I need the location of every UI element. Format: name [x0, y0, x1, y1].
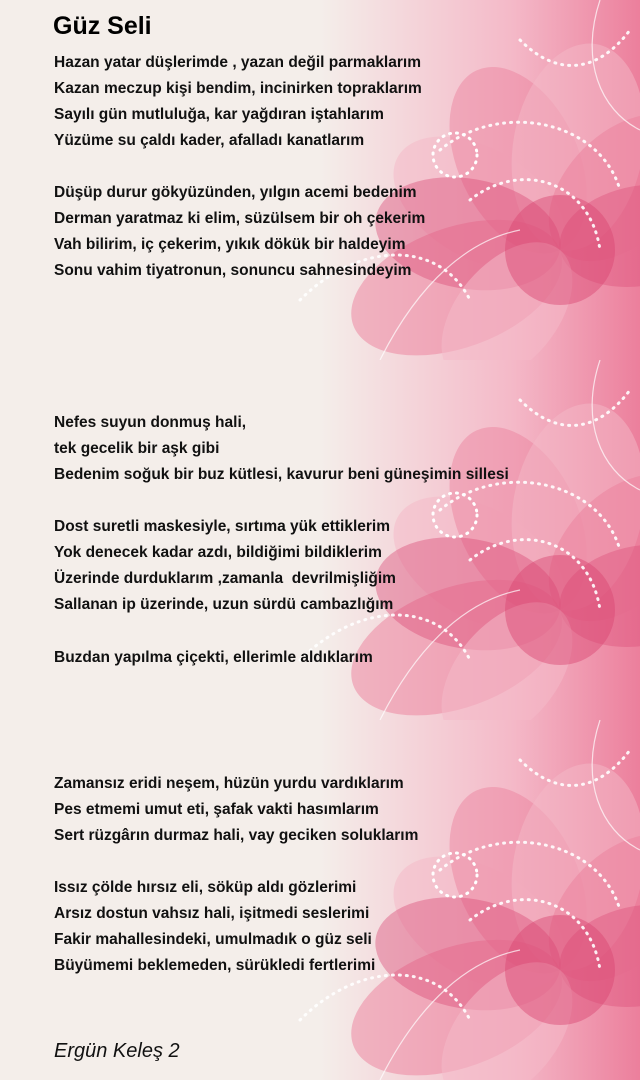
poem-line: Derman yaratmaz ki elim, süzülsem bir oh çekerim: [54, 210, 426, 227]
poem-line: Sayılı gün mutluluğa, kar yağdıran iştahlarım: [54, 106, 384, 123]
poem-line: Yüzüme su çaldı kader, afalladı kanatlarım: [54, 132, 365, 149]
stanza-4: [54, 514, 396, 618]
poem-line: Sert rüzgârın durmaz hali, vay geciken soluklarım: [54, 827, 419, 844]
poem-line: Nefes suyun donmuş hali,: [54, 414, 247, 431]
stanza-2: [54, 180, 425, 284]
poem-line: Düşüp durur gökyüzünden, yılgın acemi bedenim: [54, 184, 417, 201]
poem-line: Büyümemi beklemeden, sürükledi fertlerimi: [54, 957, 376, 974]
poem-line: Yok denecek kadar azdı, bildiğimi bildiklerim: [54, 544, 382, 561]
poem-line: tek gecelik bir aşk gibi: [54, 440, 220, 457]
poem-line: Zamansız eridi neşem, hüzün yurdu vardıklarım: [54, 775, 404, 792]
stanza-7: [54, 875, 375, 979]
poem-line: Sallanan ip üzerinde, uzun sürdü cambazlığım: [54, 596, 394, 613]
poem-line: Fakir mahallesindeki, umulmadık o güz seli: [54, 931, 372, 948]
poem-line: Üzerinde durduklarım ,zamanla devrilmişliğim: [54, 570, 396, 587]
poem-line: Vah bilirim, iç çekerim, yıkık dökük bir haldeyim: [54, 236, 406, 253]
stanza-1: [54, 50, 422, 154]
poem-line: Kazan meczup kişi bendim, incinirken topraklarım: [54, 80, 422, 97]
author-signature: Ergün Keleş 2: [54, 1040, 180, 1062]
poem-title: Güz Seli: [53, 12, 152, 40]
stanza-6: [54, 771, 418, 849]
poem-line: Bedenim soğuk bir buz kütlesi, kavurur beni güneşimin sillesi: [54, 466, 509, 483]
poem-line: Sonu vahim tiyatronun, sonuncu sahnesindeyim: [54, 262, 412, 279]
poem-line: Dost suretli maskesiyle, sırtıma yük ettiklerim: [54, 518, 390, 535]
poem-line: Hazan yatar düşlerimde , yazan değil parmaklarım: [54, 54, 421, 71]
poem-line: Pes etmemi umut eti, şafak vakti hasımlarım: [54, 801, 379, 818]
stanza-3: [54, 410, 509, 488]
poem-line: Arsız dostun vahsız hali, işitmedi seslerimi: [54, 905, 370, 922]
poem-line: Issız çölde hırsız eli, söküp aldı gözlerimi: [54, 879, 357, 896]
stanza-5: [54, 645, 373, 671]
poem-line: Buzdan yapılma çiçekti, ellerimle aldıklarım: [54, 649, 373, 666]
